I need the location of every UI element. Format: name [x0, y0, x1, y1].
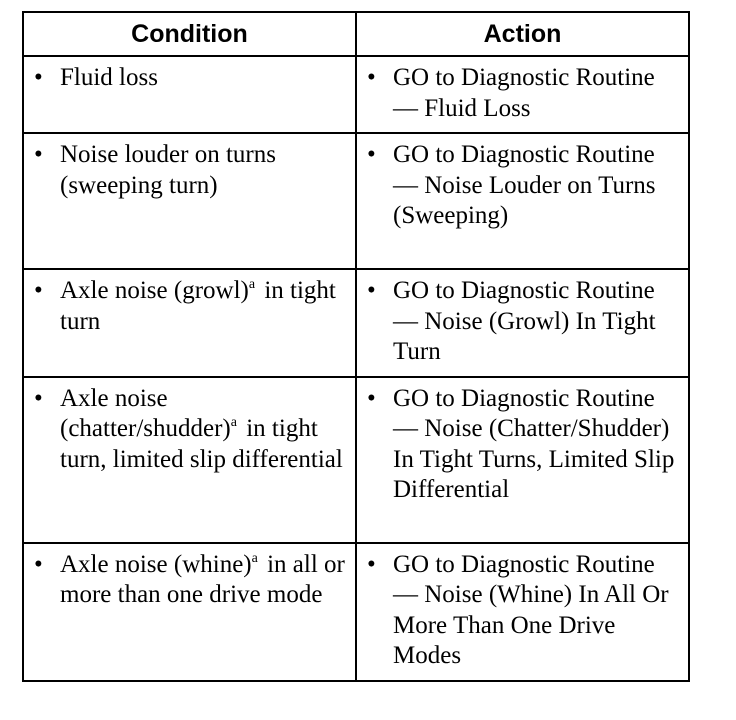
action-cell: [356, 543, 689, 681]
bullet-marker: •: [34, 277, 43, 304]
diagnostic-table: [22, 11, 690, 682]
action-text: GO to Diagnostic Routine — Noise (Chatter/Shudder) In Tight Turns, Limited Slip Differential: [393, 384, 675, 503]
table-row: [23, 56, 689, 133]
bullet-marker: •: [367, 141, 376, 168]
action-header: Action: [356, 12, 689, 56]
table-row: [23, 133, 689, 269]
table-row: [23, 269, 689, 377]
bullet-marker: •: [367, 277, 376, 304]
header-row: [23, 12, 689, 56]
bullet-marker: •: [367, 550, 376, 578]
action-cell: [356, 377, 689, 543]
bullet-marker: •: [34, 550, 43, 578]
bullet-marker: •: [34, 64, 43, 91]
condition-text: Axle noise (whine)$^a$ in all or more than one drive mode: [60, 550, 345, 608]
bullet-marker: •: [367, 384, 376, 412]
condition-header: Condition: [23, 12, 356, 56]
condition-text: Axle noise (growl)$^a$ in tight turn: [60, 277, 336, 335]
condition-cell: [23, 377, 356, 543]
condition-text: Axle noise (chatter/shudder)$^a$ in tight turn, limited slip differential: [60, 384, 343, 473]
bullet-marker: •: [34, 384, 43, 412]
condition-text: Noise louder on turns (sweeping turn): [60, 141, 276, 199]
bullet-marker: •: [34, 141, 43, 168]
bullet-marker: •: [367, 64, 376, 91]
action-text: GO to Diagnostic Routine — Noise Louder on Turns (Sweeping): [393, 141, 656, 229]
action-text: GO to Diagnostic Routine — Fluid Loss: [393, 64, 655, 122]
action-text: GO to Diagnostic Routine — Noise (Growl) In Tight Turn: [393, 277, 656, 365]
condition-cell: [23, 56, 356, 133]
condition-cell: [23, 133, 356, 269]
action-cell: [356, 133, 689, 269]
condition-cell: [23, 543, 356, 681]
condition-cell: [23, 269, 356, 377]
action-cell: [356, 269, 689, 377]
action-cell: [356, 56, 689, 133]
condition-text: Fluid loss: [60, 64, 158, 91]
table-row: [23, 543, 689, 681]
table-row: [23, 377, 689, 543]
action-text: GO to Diagnostic Routine — Noise (Whine) In All Or More Than One Drive Modes: [393, 550, 669, 669]
